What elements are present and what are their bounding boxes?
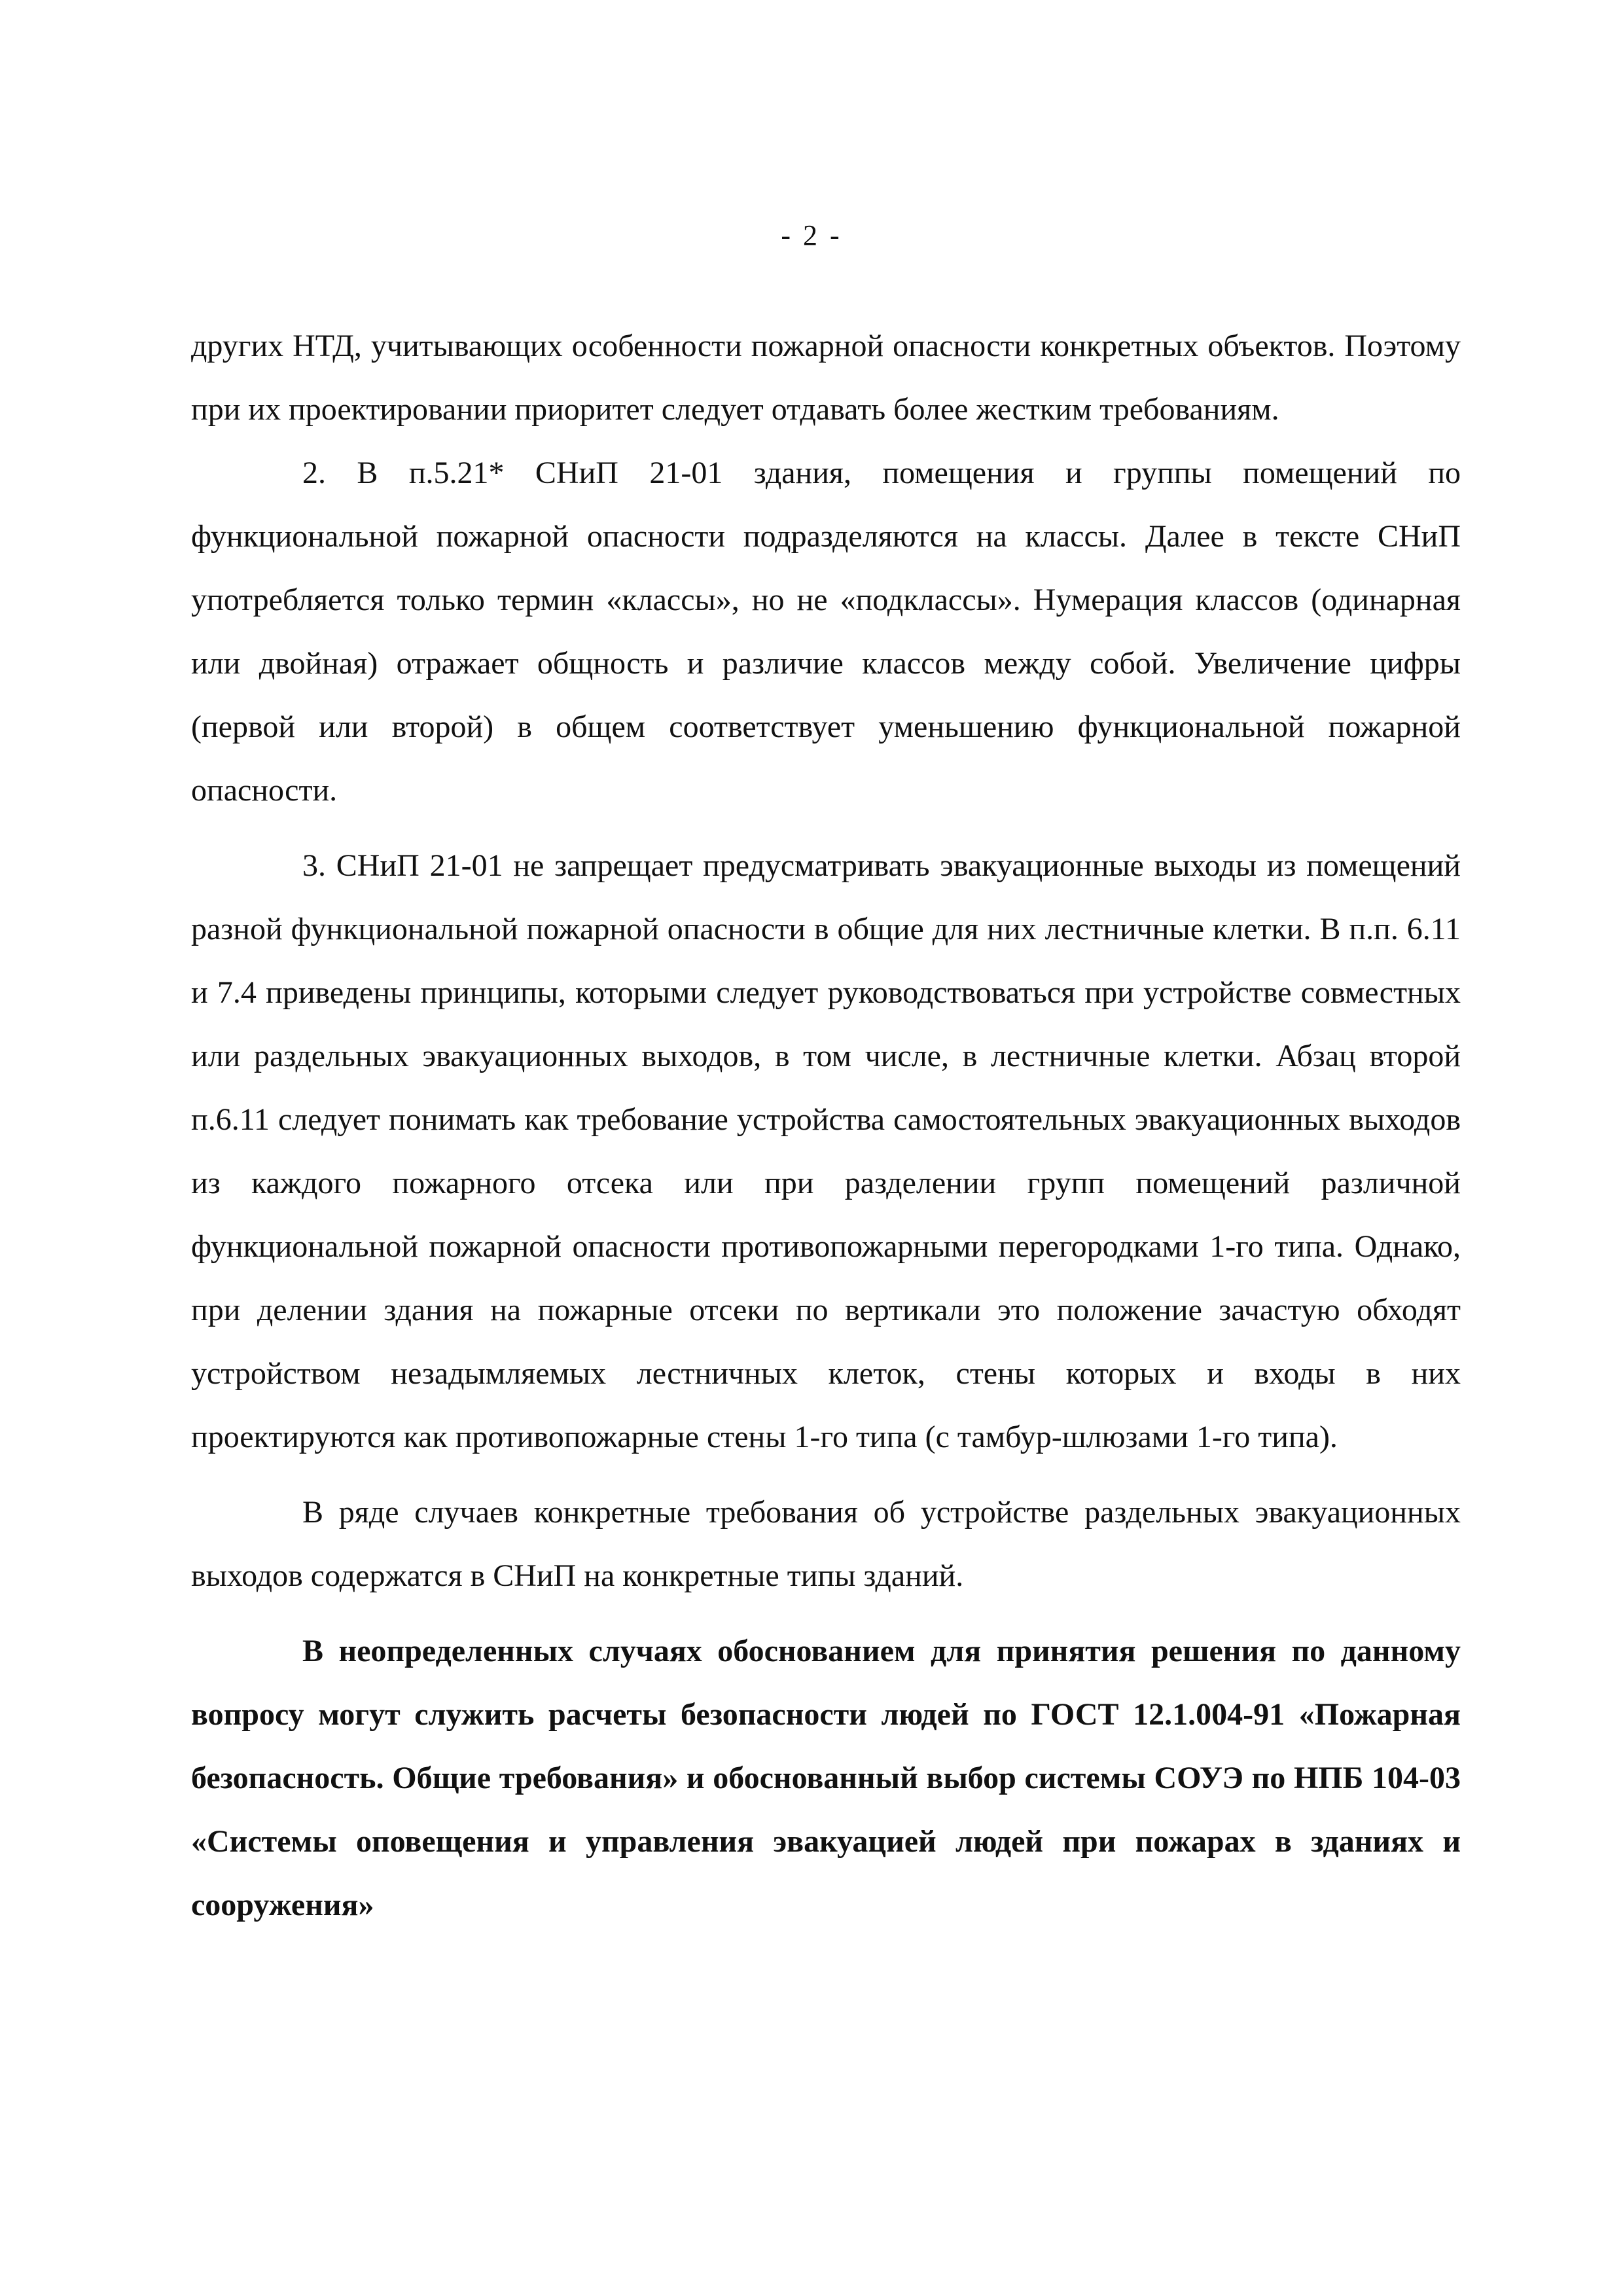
paragraph-undefined-cases: В неопределенных случаях обоснованием для принятия решения по данному вопросу могут служить расчеты безопасности людей по ГОСТ 12.1.004-91 «Пожарная безопасность. Общие требования» и обоснованный выбор системы СОУЭ по НПБ 104-03 «Системы оповещения и управления эвакуацией людей при пожарах в зданиях и сооружения» bbox=[191, 1634, 1461, 1922]
paragraph-continuation: других НТД, учитывающих особенности пожарной опасности конкретных объектов. Поэтому при их проектировании приоритет следует отдавать более жестким требованиям. bbox=[191, 329, 1461, 427]
paragraph-specific-cases: В ряде случаев конкретные требования об устройстве раздельных эвакуационных выходов содержатся в СНиП на конкретные типы зданий. bbox=[191, 1495, 1461, 1593]
page-number: - 2 - bbox=[781, 219, 842, 251]
paragraph-item-3: 3. СНиП 21-01 не запрещает предусматривать эвакуационные выходы из помещений разной функциональной пожарной опасности в общие для них лестничные клетки. В п.п. 6.11 и 7.4 приведены принципы, которыми следует руководствоваться при устройстве совместных или раздельных эвакуационных выходов, в том числе, в лестничные клетки. Абзац второй п.6.11 следует понимать как требование устройства самостоятельных эвакуационных выходов из каждого пожарного отсека или при разделении групп помещений различной функциональной пожарной опасности противопожарными перегородками 1-го типа. Однако, при делении здания на пожарные отсеки по вертикали это положение зачастую обходят устройством незадымляемых лестничных клеток, стены которых и входы в них проектируются как противопожарные стены 1-го типа (с тамбур-шлюзами 1-го типа). bbox=[191, 848, 1461, 1454]
paragraph-item-2: 2. В п.5.21* СНиП 21-01 здания, помещения и группы помещений по функциональной пожарной опасности подразделяются на классы. Далее в тексте СНиП употребляется только термин «классы», но не «подклассы». Нумерация классов (одинарная или двойная) отражает общность и различие классов между собой. Увеличение цифры (первой или второй) в общем соответствует уменьшению функциональной пожарной опасности. bbox=[191, 456, 1461, 808]
document-body bbox=[191, 314, 1461, 1937]
